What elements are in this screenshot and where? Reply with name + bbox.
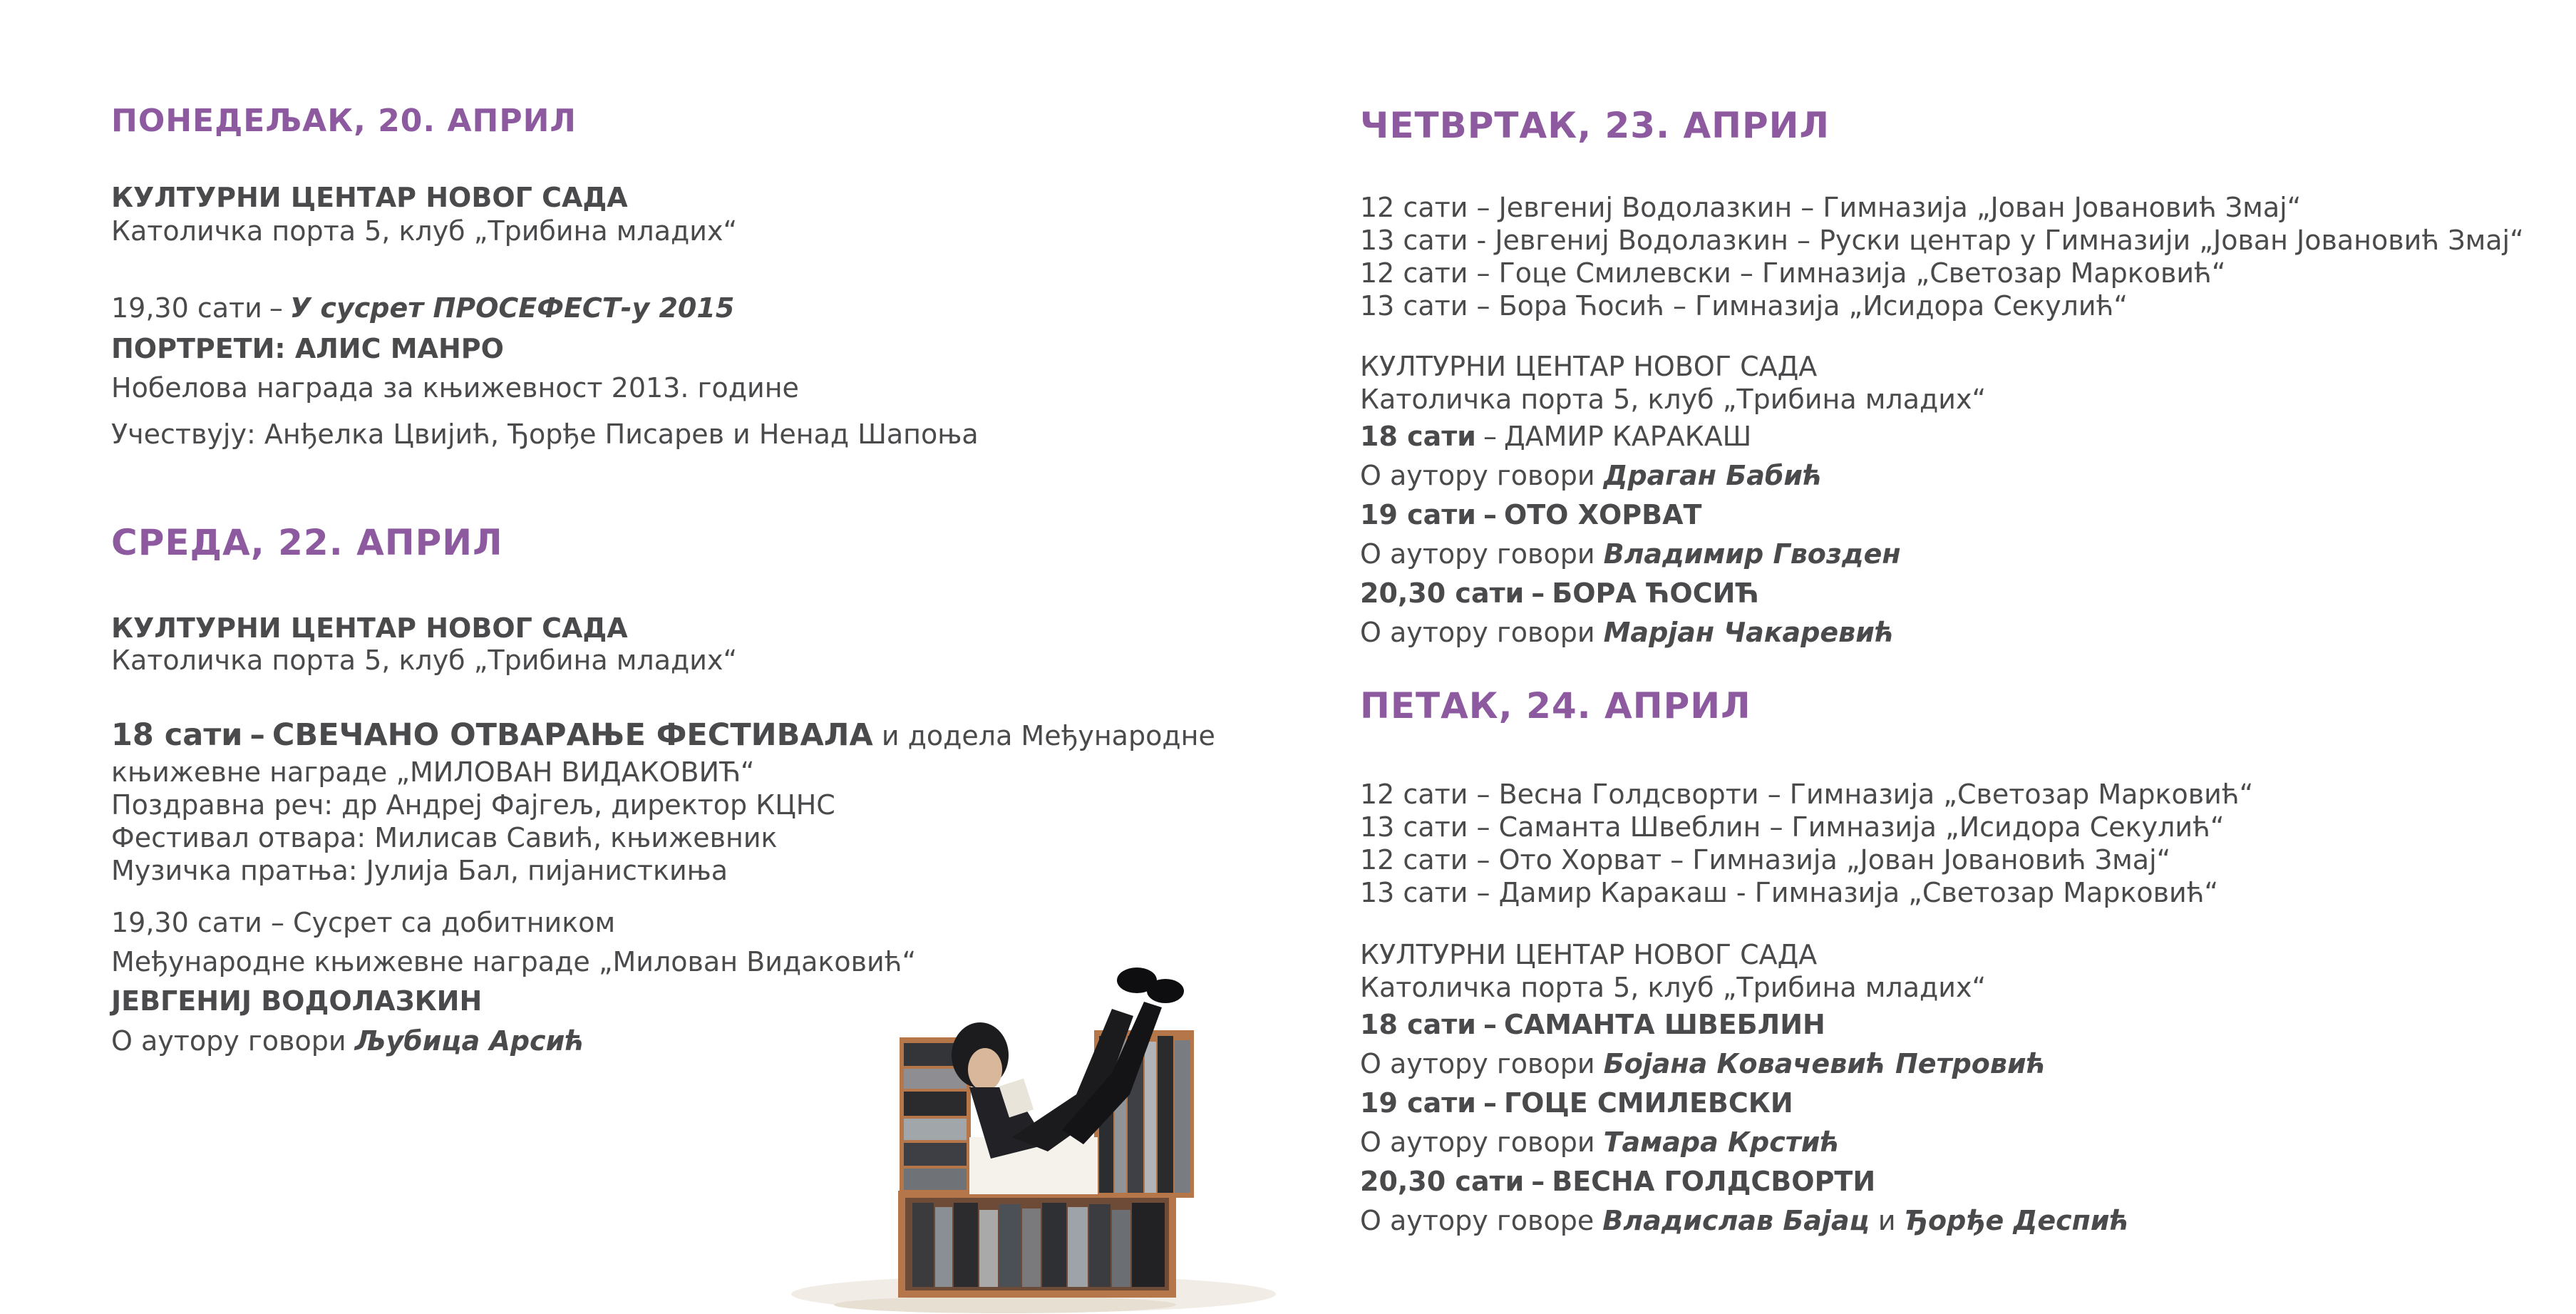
venue-address: Католичка порта 5, клуб „Трибина младих“ xyxy=(111,645,738,676)
event-time: 19 сати xyxy=(1360,499,1476,530)
speaker-joiner: и xyxy=(1877,1205,1896,1236)
dash: – xyxy=(1531,578,1545,609)
venue-name: КУЛТУРНИ ЦЕНТАР НОВОГ САДА xyxy=(111,612,628,644)
speaker-name: Владислав Бајац xyxy=(1602,1205,1870,1236)
speaker-prefix: О аутору говори xyxy=(1360,617,1595,648)
event-line xyxy=(1360,1089,1793,1117)
speaker-prefix: О аутору говори xyxy=(1360,460,1595,491)
venue-address: Католичка порта 5, клуб „Трибина младих“ xyxy=(111,215,738,247)
venue-address: Католичка порта 5, клуб „Трибина младих“ xyxy=(1360,384,1987,415)
event-author: ВЕСНА ГОЛДСВОРТИ xyxy=(1552,1166,1876,1197)
opening-line xyxy=(111,717,1215,753)
speaker-name: Бојана Ковачевић Петровић xyxy=(1603,1048,2046,1079)
event-subtitle: Нобелова награда за књижевност 2013. године xyxy=(111,372,799,404)
event-line xyxy=(1360,423,1751,450)
venue-name: КУЛТУРНИ ЦЕНТАР НОВОГ САДА xyxy=(1360,351,1818,382)
speaker-line xyxy=(111,1025,585,1057)
speaker-name: Драган Бабић xyxy=(1603,460,1823,491)
venue-name: КУЛТУРНИ ЦЕНТАР НОВОГ САДА xyxy=(1360,939,1818,970)
speaker-line xyxy=(1360,462,1823,489)
opening-rest: и додела Међународне xyxy=(881,720,1215,751)
speaker-prefix: О аутору говори xyxy=(1360,1048,1595,1079)
speaker-line xyxy=(1360,1050,2046,1077)
event-line xyxy=(1360,580,1759,607)
opening-time: 18 сати xyxy=(111,717,243,753)
speaker-name: Љубица Арсић xyxy=(354,1025,585,1057)
dash: – xyxy=(1531,1166,1545,1197)
dash: – xyxy=(1483,499,1497,530)
festival-opener: Фестивал отвара: Милисав Савић, књижевник xyxy=(111,822,778,853)
meeting-line: 19,30 сати – Сусрет са добитником xyxy=(111,907,616,938)
school-visit: 12 сати – Ото Хорват – Гимназија „Јован Јовановић Змај“ xyxy=(1360,844,2171,876)
day-heading-thursday: ЧЕТВРТАК, 23. АПРИЛ xyxy=(1360,105,1830,146)
welcome-speech: Поздравна реч: др Андреј Фајгељ, директор КЦНС xyxy=(111,789,835,821)
speaker-prefix: О аутору говори xyxy=(1360,1126,1595,1158)
speaker-prefix: О аутору говори xyxy=(111,1025,346,1057)
event-line xyxy=(1360,1168,1875,1195)
speaker-line xyxy=(1360,1126,1840,1158)
event-series: У сусрет ПРОСЕФЕСТ-у 2015 xyxy=(289,292,735,324)
event-time: 19,30 сати xyxy=(111,292,262,324)
event-author: БОРА ЋОСИЋ xyxy=(1552,578,1759,609)
speaker-name-2: Ђорђе Деспић xyxy=(1904,1205,2130,1236)
speaker-name: Владимир Гвозден xyxy=(1603,538,1901,570)
event-line xyxy=(111,294,734,322)
event-participants: Учествују: Анђелка Цвијић, Ђорђе Писарев и Ненад Шапоња xyxy=(111,419,979,450)
event-time: 20,30 сати xyxy=(1360,578,1525,609)
opening-title: СВЕЧАНО ОТВАРАЊЕ ФЕСТИВАЛА xyxy=(272,717,873,753)
meeting-award: Међународне књижевне награде „Милован Видаковић“ xyxy=(111,946,917,977)
event-line xyxy=(1360,501,1701,528)
laureate-name: ЈЕВГЕНИЈ ВОДОЛАЗКИН xyxy=(111,985,483,1017)
reader-on-book-armchair-photo xyxy=(777,923,1276,1314)
dash: – xyxy=(269,292,283,324)
event-time: 19 сати xyxy=(1360,1087,1476,1119)
school-visit: 13 сати – Саманта Швеблин – Гимназија „Исидора Секулић“ xyxy=(1360,811,2225,843)
music-accompaniment: Музичка пратња: Јулија Бал, пијанисткиња xyxy=(111,855,728,886)
event-title: ПОРТРЕТИ: АЛИС МАНРО xyxy=(111,333,504,364)
speaker-name: Тамара Крстић xyxy=(1603,1126,1840,1158)
opening-award: књижевне награде „МИЛОВАН ВИДАКОВИЋ“ xyxy=(111,756,755,788)
dash: – xyxy=(1483,1087,1497,1119)
speaker-prefix: О аутору говори xyxy=(1360,538,1595,570)
school-visit: 13 сати - Јевгениј Водолазкин – Руски центар у Гимназији „Јован Јовановић Змај“ xyxy=(1360,225,2524,256)
day-heading-wednesday: СРЕДА, 22. АПРИЛ xyxy=(111,522,503,563)
speaker-prefix: О аутору говоре xyxy=(1360,1205,1594,1236)
event-time: 20,30 сати xyxy=(1360,1166,1525,1197)
school-visit: 12 сати – Јевгениј Водолазкин – Гимназија „Јован Јовановић Змај“ xyxy=(1360,192,2302,223)
event-author: ГОЦЕ СМИЛЕВСКИ xyxy=(1503,1087,1793,1119)
speaker-name: Марјан Чакаревић xyxy=(1603,617,1895,648)
event-line xyxy=(1360,1011,1825,1038)
day-heading-monday: ПОНЕДЕЉАК, 20. АПРИЛ xyxy=(111,103,577,139)
dash: – xyxy=(249,717,265,753)
school-visit: 12 сати – Весна Голдсворти – Гимназија „Светозар Марковић“ xyxy=(1360,779,2254,810)
event-author: ДАМИР КАРАКАШ xyxy=(1503,421,1752,452)
dash: – xyxy=(1483,1009,1497,1040)
event-author: САМАНТА ШВЕБЛИН xyxy=(1503,1009,1825,1040)
event-author: ОТО ХОРВАТ xyxy=(1503,499,1702,530)
venue-name: КУЛТУРНИ ЦЕНТАР НОВОГ САДА xyxy=(111,182,628,213)
speaker-line xyxy=(1360,1207,2129,1234)
speaker-line xyxy=(1360,619,1895,646)
school-visit: 13 сати – Бора Ћосић – Гимназија „Исидора Секулић“ xyxy=(1360,290,2128,322)
school-visit: 12 сати – Гоце Смилевски – Гимназија „Светозар Марковић“ xyxy=(1360,257,2226,289)
event-time: 18 сати xyxy=(1360,421,1476,452)
event-time: 18 сати xyxy=(1360,1009,1476,1040)
school-visit: 13 сати – Дамир Каракаш - Гимназија „Светозар Марковић“ xyxy=(1360,877,2219,908)
speaker-line xyxy=(1360,540,1901,568)
dash: – xyxy=(1483,421,1497,452)
venue-address: Католичка порта 5, клуб „Трибина младих“ xyxy=(1360,972,1987,1003)
day-heading-friday: ПЕТАК, 24. АПРИЛ xyxy=(1360,685,1751,727)
